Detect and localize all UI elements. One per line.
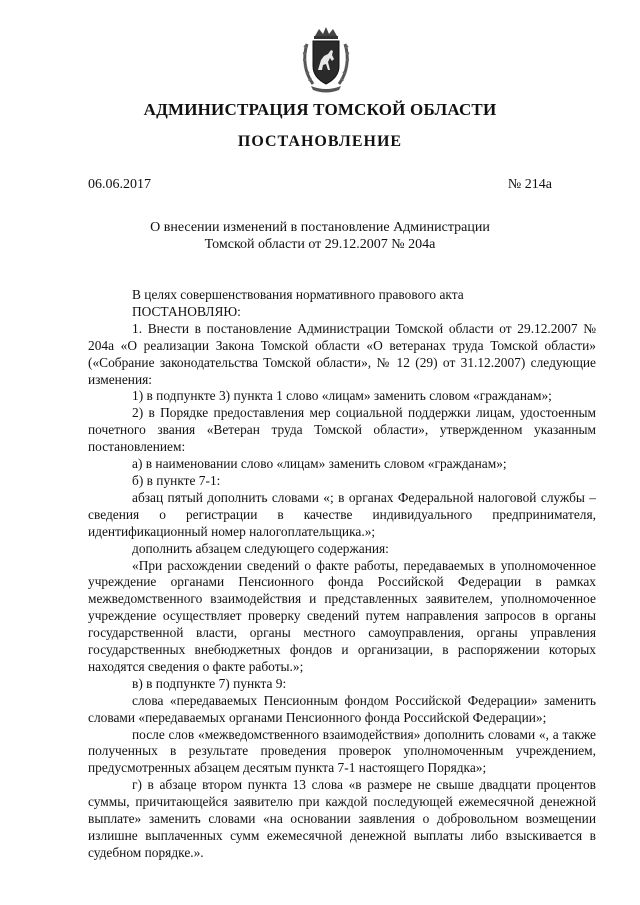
paragraph: г) в абзаце втором пункта 13 слова «в размере не свыше двадцати процентов суммы, причитающейся заявителю при каждой последующей ежемесячной денежной выплате» заменить словами «на основании заявления о добровольном возмещении излишне выплаченных сумм ежемесячной денежной выплаты либо взыскивается в судебном порядке.». — [88, 777, 596, 860]
paragraph: а) в наименовании слово «лицам» заменить словом «гражданам»; — [132, 456, 507, 472]
paragraph: В целях совершенствования нормативного правового акта — [132, 287, 464, 302]
document-number: № 214а — [507, 177, 552, 192]
subject-line: О внесении изменений в постановление Администрации — [150, 220, 490, 235]
paragraph: абзац пятый дополнить словами «; в органах Федеральной налоговой службы – сведения о регистрации в качестве индивидуального предпринимателя, идентификационный номер налогоплательщика.»; — [88, 489, 596, 539]
paragraph: б) в пункте 7-1: — [132, 472, 221, 488]
subject-line: Томской области от 29.12.2007 № 204а — [204, 237, 436, 252]
paragraph: «При расхождении сведений о факте работы, передаваемых в уполномоченное учреждение органами Пенсионного фонда Российской Федерации в рамках межведомственного взаимодействия и представленных заявителем, уполномоченное учреждение осуществляет проверку сведений путем направления запросов в органы государственной власти, органы местного самоуправления, органы управления государственных внебюджетных фондов и организации, в распоряжении которых находятся сведения о факте работы.»; — [88, 557, 596, 674]
paragraph: 1) в подпункте 3) пункта 1 слово «лицам» заменить словом «гражданам»; — [132, 388, 552, 404]
document-body — [88, 287, 596, 862]
paragraph: дополнить абзацем следующего содержания: — [132, 540, 389, 556]
document-type: ПОСТАНОВЛЕНИЕ — [237, 133, 403, 150]
paragraph: 2) в Порядке предоставления мер социальной поддержки лицам, удостоенным почетного звания «Ветеран труда Томской области», утвержденном указанным постановлением: — [88, 405, 596, 455]
document-subject — [150, 219, 490, 253]
tomsk-region-coat-of-arms-icon — [301, 26, 351, 96]
paragraph: слова «передаваемых Пенсионным фондом Российской Федерации» заменить словами «передаваемых органами Пенсионного фонда Российской Федерации»; — [88, 692, 596, 725]
organization-title: АДМИНИСТРАЦИЯ ТОМСКОЙ ОБЛАСТИ — [143, 100, 497, 119]
paragraph: 1. Внести в постановление Администрации Томской области от 29.12.2007 № 204а «О реализации Закона Томской области «О ветеранах труда Томской области» («Собрание законодательства Томской области», № 12 (29) от 31.12.2007) следующие изменения: — [88, 320, 596, 387]
document-date: 06.06.2017 — [88, 177, 151, 192]
paragraph: в) в подпункте 7) пункта 9: — [132, 675, 287, 691]
paragraph: после слов «межведомственного взаимодействия» дополнить словами «, а также полученных в результате проведения проверок уполномоченным учреждением, предусмотренных абзацем десятым пункта 7-1 настоящего Порядка»; — [88, 726, 596, 776]
paragraph: ПОСТАНОВЛЯЮ: — [132, 303, 241, 319]
